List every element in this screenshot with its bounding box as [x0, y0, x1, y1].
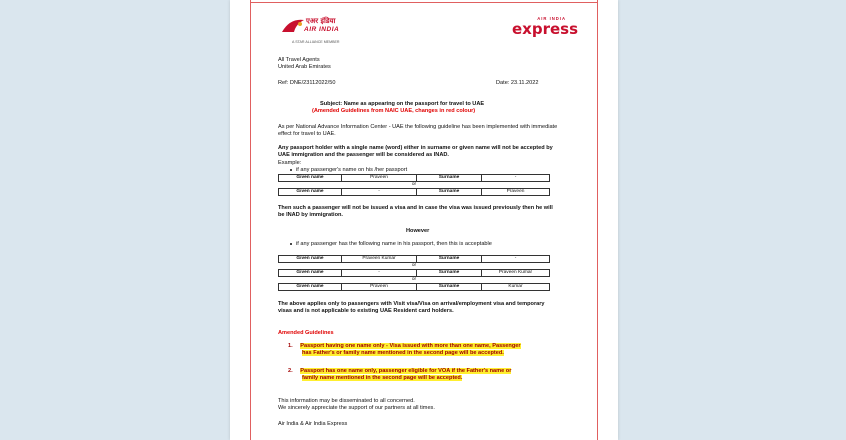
- given-name-value: Praveen: [342, 175, 417, 182]
- amended-item-2: [288, 368, 511, 382]
- or-separator: or: [411, 276, 417, 282]
- subject-line: Subject: Name as appearing on the passport for travel to UAE: [320, 101, 485, 107]
- letter-date: Date: 23.11.2022: [496, 80, 539, 86]
- bullet-item-1: [290, 167, 407, 174]
- address-line-1: All Travel Agents: [278, 57, 320, 63]
- reference-number: Ref: DNE/23112022/50: [278, 80, 336, 86]
- maharaja-swan-icon: [280, 16, 306, 36]
- surname-value: -: [482, 175, 550, 182]
- or-separator: or: [411, 263, 417, 268]
- amended-item-number: 1.: [288, 343, 293, 349]
- document-page: [230, 0, 618, 440]
- example-table-rejected: [278, 174, 550, 196]
- given-name-label: Given name: [279, 269, 342, 276]
- given-name-value: -: [342, 188, 417, 195]
- given-name-value: Praveen: [342, 283, 417, 290]
- address-line-2: United Arab Emirates: [278, 64, 331, 70]
- star-alliance-text: A STAR ALLIANCE MEMBER: [292, 40, 340, 44]
- example-label: Example:: [278, 160, 302, 166]
- amended-item-1-line1: Passport having one name only - Visa issued with more than one name, Passenger: [300, 343, 521, 349]
- air-india-hindi-wordmark: एअर इंडिया: [306, 17, 336, 25]
- given-name-label: Given name: [279, 283, 342, 290]
- surname-value: Praveen Kumar: [482, 269, 550, 276]
- bullet-2-text: if any passenger has the following name in his passport, then this is acceptable: [296, 241, 492, 247]
- air-india-english-wordmark: AIR INDIA: [304, 26, 340, 33]
- given-name-label: Given name: [279, 256, 342, 263]
- bullet-icon: [290, 243, 292, 245]
- closing-line-2: We sincerely appreciate the support of our partners at all times.: [278, 405, 435, 411]
- example-table-accepted: [278, 255, 550, 291]
- amended-item-2-line1: Passport has one name only, passenger eligible for VOA if the Father's name or: [300, 368, 512, 374]
- table-row: [279, 283, 550, 290]
- express-small-wordmark: AIR INDIA: [537, 16, 566, 21]
- given-name-value: Praveen Kumar: [342, 256, 417, 263]
- amended-item-number: 2.: [288, 368, 293, 374]
- given-name-label: Given name: [279, 175, 342, 182]
- surname-value: Praveen: [482, 188, 550, 195]
- given-name-value: -: [342, 269, 417, 276]
- surname-value: -: [482, 256, 550, 263]
- rule-result-paragraph: Then such a passenger will not be issued a visa and in case the visa was issued previously then he will be INAD by immigration.: [278, 205, 553, 218]
- amended-item-1-line2: has Father's or family name mentioned in the second page will be accepted.: [302, 349, 504, 356]
- surname-label: Surname: [417, 175, 482, 182]
- surname-label: Surname: [417, 256, 482, 263]
- table-row: [279, 256, 550, 263]
- surname-value: Kumar: [482, 283, 550, 290]
- background-left: [0, 0, 230, 440]
- page-border-top: [250, 2, 598, 3]
- amended-item-2-line2: family name mentioned in the second page will be accepted.: [302, 374, 463, 381]
- subject-amended-note: (Amended Guidelines from NAIC UAE, changes in red colour): [312, 108, 476, 114]
- closing-line-1: This information may be disseminated to all concerned.: [278, 398, 415, 404]
- table-row: [279, 269, 550, 276]
- amended-item-1: [288, 343, 521, 357]
- table-row: [279, 188, 550, 195]
- table-row: [279, 175, 550, 182]
- or-separator: or: [411, 182, 417, 187]
- intro-paragraph: As per National Advance Information Center - UAE the following guideline has been implemented with immediate effect for travel to UAE.: [278, 124, 558, 137]
- amended-guidelines-heading: Amended Guidelines: [278, 330, 334, 336]
- however-heading: However: [406, 228, 430, 234]
- rule-single-name: Any passport holder with a single name (word) either in surname or given name will not be accepted by UAE immigration and the passenger will be considered as INAD.: [278, 145, 553, 158]
- bullet-icon: [290, 169, 292, 171]
- signoff: Air India & Air India Express: [278, 421, 348, 427]
- surname-label: Surname: [417, 188, 482, 195]
- given-name-label: Given name: [279, 188, 342, 195]
- surname-label: Surname: [417, 283, 482, 290]
- applicability-paragraph: The above applies only to passengers with Visit visa/Visa on arrival/employment visa and temporary visas and is not applicable to existing UAE Resident card holders.: [278, 301, 545, 314]
- surname-label: Surname: [417, 269, 482, 276]
- bullet-1-text: if any passenger's name on his /her passport: [296, 167, 408, 173]
- express-wordmark: express: [511, 20, 578, 38]
- air-india-logo: [278, 14, 358, 48]
- air-india-express-logo: [500, 14, 580, 44]
- bullet-item-2: [290, 241, 492, 248]
- background-right: [618, 0, 846, 440]
